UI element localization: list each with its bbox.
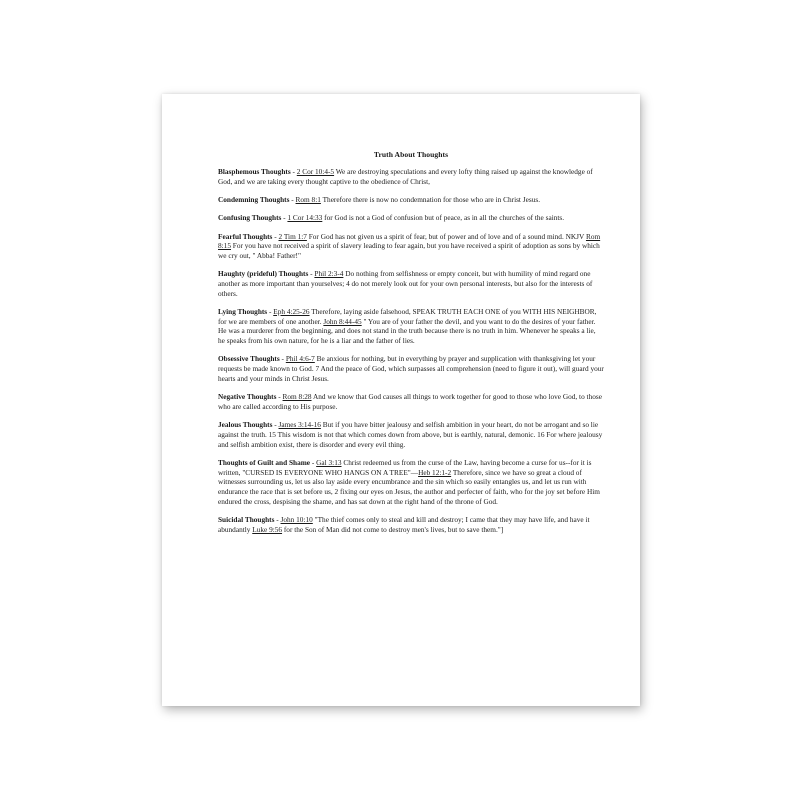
entry-text: Therefore, since we have so great a cloud of witnesses surrounding us, let us also lay aside every encumbrance and the sin which so easily entangles us, and let us run with endurance the race that is set before us, 2 fixing our eyes on Jesus, the author and perfecter of faith, who for the joy set before Him endured the cross, despising the shame, and has sat down at the right hand of the throne of God.: [218, 467, 600, 506]
entry-text: -: [272, 420, 279, 430]
scripture-reference: Rom 8:1: [295, 195, 321, 204]
scripture-reference: James 3:14-16: [278, 420, 321, 430]
document-title: Truth About Thoughts: [373, 150, 449, 159]
entry-text: We are destroying speculations and every lofty thing raised up against the knowledge of God, and we are taking every thought captive to the obedience of Christ,: [218, 167, 593, 186]
entry-text: For you have not received a spirit of slavery leading to fear again, but you have received a spirit of adoption as sons by which we cry out, " Abba! Father!": [218, 241, 600, 260]
entry-text: -: [279, 354, 286, 364]
scripture-reference: Eph 4:25-26: [273, 307, 310, 316]
scripture-reference: John 10:10: [280, 514, 313, 524]
scripture-reference: Rom 8:15: [218, 231, 601, 251]
scripture-reference: 2 Tim 1:7: [278, 231, 307, 241]
entry-heading: Obsessive Thoughts: [218, 354, 280, 364]
entry-text: -: [272, 231, 279, 241]
entry-text: Christ redeemed us from the curse of the Law, having become a curse for us--for it is written, "CURSED IS EVERYONE WHO HANGS ON A TREE"—: [218, 457, 592, 477]
entry-text: for the Son of Man did not come to destroy men's lives, but to save them."]: [282, 524, 504, 534]
document-page: [162, 94, 640, 706]
scripture-reference: 2 Cor 10:4-5: [296, 167, 335, 176]
entry-paragraph: [218, 167, 604, 186]
entry-paragraph: [218, 213, 604, 223]
entry-text: for God is not a God of confusion but of peace, as in all the churches of the saints.: [322, 213, 565, 223]
entry-paragraph: [218, 354, 604, 383]
entry-text: Be anxious for nothing, but in everything by prayer and supplication with thanksgiving let your requests be made known to God. 7 And the peace of God, which surpasses all comprehension (need to figure it out), will guard your hearts and your minds in Christ Jesus.: [218, 354, 604, 383]
scripture-reference: Rom 8:28: [282, 392, 312, 402]
entry-heading: Suicidal Thoughts: [218, 514, 275, 524]
entry-paragraph: [218, 420, 604, 449]
entry-text: But if you have bitter jealousy and selfish ambition in your heart, do not be arrogant and so lie against the truth. 15 This wisdom is not that which comes down from above, but is earthly, natural, demonic. 16 For where jealousy and selfish ambition exist, there is disorder and every evil thing.: [218, 420, 603, 449]
entry-paragraph: [218, 515, 604, 534]
entry-text: -: [289, 195, 296, 204]
entry-text: -: [308, 269, 315, 279]
entry-paragraph: [218, 195, 604, 205]
scripture-reference: John 8:44-45: [323, 316, 362, 326]
entry-text: Do nothing from selfishness or empty conceit, but with humility of mind regard one another as more important than yourselves; 4 do not merely look out for your own personal interests, but also for the interests of others.: [218, 269, 593, 298]
entry-text: " You are of your father the devil, and you want to do the desires of your father. He was a murderer from the beginning, and does not stand in the truth because there is no truth in him. Whenever he speaks a lie, he speaks from his own nature, for he is a liar and the father of lies.: [218, 316, 596, 346]
entries-list: [218, 167, 604, 534]
entry-heading: Confusing Thoughts: [218, 213, 282, 223]
scripture-reference: Luke 9:56: [252, 524, 283, 534]
entry-heading: Fearful Thoughts: [218, 231, 273, 241]
entry-heading: Condemning Thoughts: [218, 195, 290, 204]
entry-text: -: [276, 392, 283, 402]
entry-heading: Negative Thoughts: [218, 392, 277, 402]
scripture-reference: Phil 4:6-7: [285, 354, 315, 364]
entry-heading: Lying Thoughts: [218, 307, 268, 316]
entry-paragraph: [218, 458, 604, 507]
entry-paragraph: [218, 232, 604, 261]
entry-text: -: [274, 514, 281, 524]
entry-text: -: [267, 307, 274, 316]
scripture-reference: Heb 12:1-2: [418, 467, 452, 477]
entry-text: "The thief comes only to steal and kill and destroy; I came that they may have life, and have it abundantly: [218, 514, 590, 534]
entry-heading: Jealous Thoughts: [218, 420, 273, 430]
scripture-reference: 1 Cor 14:33: [287, 213, 323, 223]
entry-paragraph: [218, 392, 604, 411]
scripture-reference: Gal 3:13: [316, 457, 342, 467]
entry-paragraph: [218, 269, 604, 298]
entry-text: -: [281, 213, 288, 223]
entry-text: -: [310, 457, 317, 467]
entry-text: Therefore, laying aside falsehood, SPEAK TRUTH EACH ONE of you WITH HIS NEIGHBOR, for we are members of one another.: [218, 307, 597, 326]
entry-heading: Haughty (prideful) Thoughts: [218, 269, 309, 279]
entry-heading: Blasphemous Thoughts: [218, 167, 291, 176]
entry-text: And we know that God causes all things to work together for good to those who love God, to those who are called according to His purpose.: [218, 392, 602, 411]
entry-heading: Thoughts of Guilt and Shame: [218, 457, 311, 467]
entry-paragraph: [218, 307, 604, 346]
scripture-reference: Phil 2:3-4: [314, 269, 344, 279]
entry-text: Therefore there is now no condemnation for those who are in Christ Jesus.: [320, 195, 541, 204]
entry-text: For God has not given us a spirit of fear, but of power and of love and of a sound mind. NKJV: [306, 231, 586, 241]
entry-text: -: [290, 167, 297, 176]
